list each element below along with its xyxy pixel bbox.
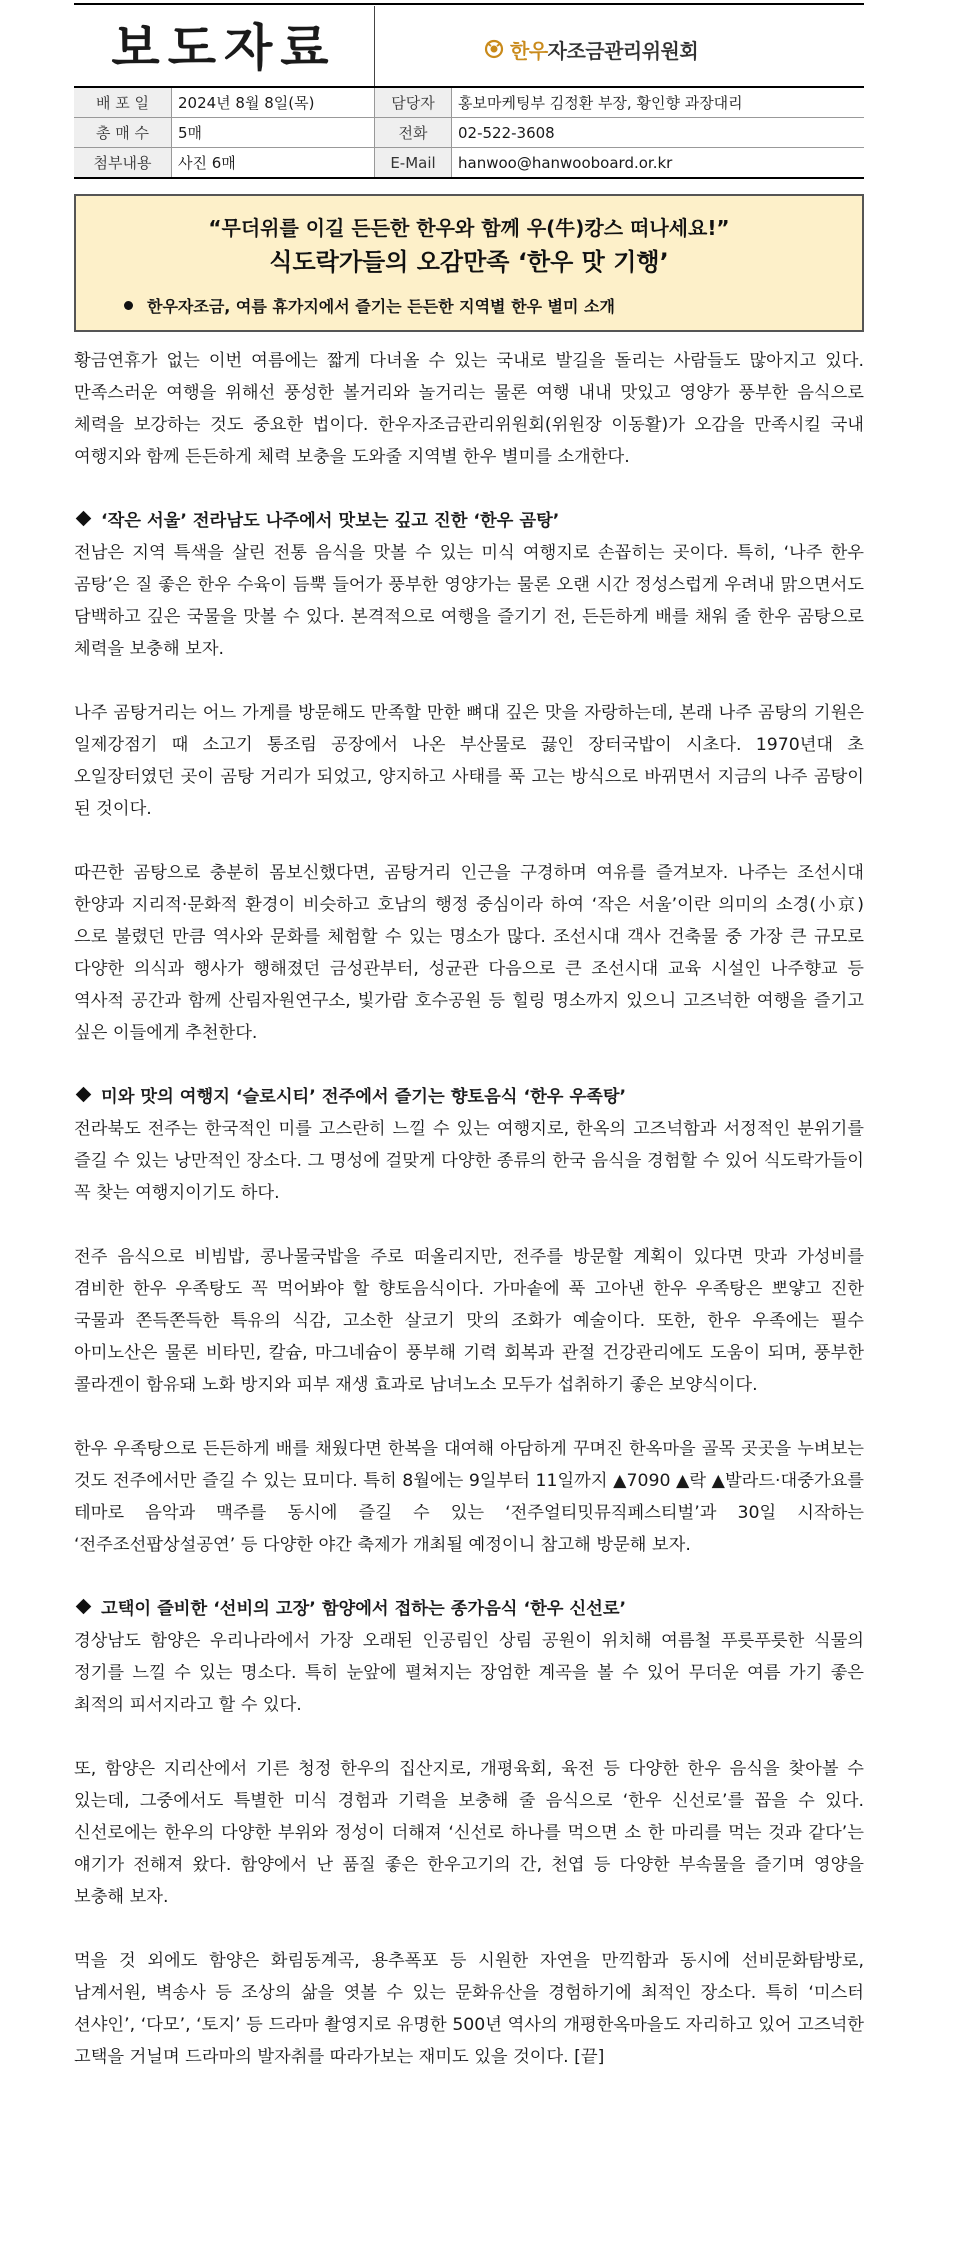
contact-label: 담당자 [375,87,452,118]
paragraph: 먹을 것 외에도 함양은 화림동계곡, 용추폭포 등 시원한 자연을 만끽함과 동시에 선비문화탐방로, 남계서원, 벽송사 등 조상의 삶을 엿볼 수 있는 문화유산을 경험하기에 최적인 장소다. 특히 ‘미스터 션샤인’, ‘다모’, ‘토지’ 등 드라마 촬영지로 유명한 500년 역사의 개평한옥마을도 자리하고 있어 고즈넉한 고택을 거닐며 드라마의 발자취를 따라가보는 재미도 있을 것이다. [끝] [74,1951,864,2067]
info-row [74,87,864,118]
attachment-value: 사진 6매 [172,148,375,179]
subheadline [124,294,615,317]
release-date-label: 배 포 일 [74,87,172,118]
section-title-hamyang [74,1593,864,1625]
diamond-bullet-icon [76,511,92,527]
headline-quote: “무더위를 이길 든든한 한우와 함께 우(牛)캉스 떠나세요!” [208,216,730,240]
info-row [74,148,864,179]
org-name-rest: 자조금관리위원회 [547,38,699,63]
paragraph: 경상남도 함양은 우리나라에서 가장 오래된 인공림인 상림 공원이 위치해 여름철 푸릇푸릇한 식물의 정기를 느낄 수 있는 명소다. 특히 눈앞에 펼쳐지는 장엄한 계곡을 볼 수 있어 무더운 여름 가기 좋은 최적의 피서지라고 할 수 있다. [74,1631,864,1715]
paragraph: 전남은 지역 특색을 살린 전통 음식을 맛볼 수 있는 미식 여행지로 손꼽히는 곳이다. 특히, ‘나주 한우 곰탕’은 질 좋은 한우 수육이 듬뿍 들어가 풍부한 영양가는 물론 오랜 시간 정성스럽게 우려내 맑으면서도 담백하고 깊은 국물을 맛볼 수 있다. 본격적으로 여행을 즐기기 전, 든든하게 배를 채워 줄 한우 곰탕으로 체력을 보충해 보자. [74,543,864,659]
attachment-label: 첨부내용 [74,148,172,179]
page-count-label: 총 매 수 [74,118,172,148]
org-logo [484,34,698,64]
org-name-prefix: 한우 [510,38,548,63]
release-date-value: 2024년 8월 8일(목) [172,87,375,118]
info-row [74,118,864,148]
section-title-text: ‘작은 서울’ 전라남도 나주에서 맛보는 깊고 진한 ‘한우 곰탕’ [101,511,560,531]
paragraph: 또, 함양은 지리산에서 기른 청정 한우의 집산지로, 개평육회, 육전 등 다양한 한우 음식을 찾아볼 수 있는데, 그중에서도 특별한 미식 경험과 기력을 보충해 줄 음식으로 ‘한우 신선로’를 꼽을 수 있다. 신선로에는 한우의 다양한 부위와 정성이 더해져 ‘신선로 하나를 먹으면 소 한 마리를 먹는 것과 같다’는 얘기가 전해져 왔다. 함양에서 난 품질 좋은 한우고기의 간, 천엽 등 다양한 부속물을 즐기며 영양을 보충해 보자. [74,1759,864,1907]
email-label: E-Mail [375,148,452,179]
section-title-jeonju [74,1081,864,1113]
section-title-text: 고택이 즐비한 ‘선비의 고장’ 함양에서 접하는 종가음식 ‘한우 신선로’ [101,1599,627,1619]
phone-value: 02-522-3608 [452,118,865,148]
document-header [74,6,864,86]
paragraph: 전라북도 전주는 한국적인 미를 고스란히 느낄 수 있는 여행지로, 한옥의 고즈넉함과 서정적인 분위기를 즐길 수 있는 낭만적인 장소다. 그 명성에 걸맞게 다양한 종류의 한국 음식을 경험할 수 있어 식도락가들이 꼭 찾는 여행지이기도 하다. [74,1119,864,1203]
phone-label: 전화 [375,118,452,148]
section-title-text: 미와 맛의 여행지 ‘슬로시티’ 전주에서 즐기는 향토음식 ‘한우 우족탕’ [101,1087,627,1107]
bullet-icon [124,301,133,310]
section-title-naju [74,505,864,537]
hanwoo-logo-icon [484,39,504,59]
email-value[interactable]: hanwoo@hanwooboard.or.kr [458,153,673,172]
top-rule [74,3,864,5]
paragraph: 따끈한 곰탕으로 충분히 몸보신했다면, 곰탕거리 인근을 구경하며 여유를 즐겨보자. 나주는 조선시대 한양과 지리적·문화적 환경이 비슷하고 호남의 행정 중심이라 하여 ‘작은 서울’이란 의미의 소경(小京)으로 불렸던 만큼 역사와 문화를 체험할 수 있는 명소가 많다. 조선시대 객사 건축물 중 가장 큰 규모로 다양한 의식과 행사가 행해졌던 금성관부터, 성균관 다음으로 큰 조선시대 교육 시설인 나주향교 등 역사적 공간과 함께 산림자원연구소, 빛가람 호수공원 등 힐링 명소까지 있으니 고즈넉한 여행을 즐기고 싶은 이들에게 추천한다. [74,863,864,1043]
paragraph: 전주 음식으로 비빔밥, 콩나물국밥을 주로 떠올리지만, 전주를 방문할 계획이 있다면 맛과 가성비를 겸비한 한우 우족탕도 꼭 먹어봐야 할 향토음식이다. 가마솥에 푹 고아낸 한우 우족탕은 뽀얗고 진한 국물과 쫀득쫀득한 특유의 식감, 고소한 살코기 맛의 조화가 예술이다. 또한, 한우 우족에는 필수 아미노산은 물론 비타민, 칼슘, 마그네슘이 풍부해 기력 회복과 관절 건강관리에도 도움이 되며, 풍부한 콜라겐이 함유돼 노화 방지와 피부 재생 효과로 남녀노소 모두가 섭취하기 좋은 보양식이다. [74,1247,864,1395]
release-info-table [74,86,864,179]
subheadline-text: 한우자조금, 여름 휴가지에서 즐기는 든든한 지역별 한우 별미 소개 [147,297,615,316]
headline-box [74,194,864,332]
diamond-bullet-icon [76,1599,92,1615]
paragraph: 한우 우족탕으로 든든하게 배를 채웠다면 한복을 대여해 아담하게 꾸며진 한옥마을 골목 곳곳을 누벼보는 것도 전주에서만 즐길 수 있는 묘미다. 특히 8월에는 9일부터 11일까지 ▲7090 ▲락 ▲발라드·대중가요를 테마로 음악과 맥주를 동시에 즐길 수 있는 ‘전주얼티밋뮤직페스티벌’과 30일 시작하는 ‘전주조선팝상설공연’ 등 다양한 야간 축제가 개최될 예정이니 참고해 방문해 보자. [74,1439,864,1555]
page-count-value: 5매 [172,118,375,148]
header-divider [374,6,375,86]
headline-main: 식도락가들의 오감만족 ‘한우 맛 기행’ [269,248,669,276]
intro-paragraph: 황금연휴가 없는 이번 여름에는 짧게 다녀올 수 있는 국내로 발길을 돌리는 사람들도 많아지고 있다. 만족스러운 여행을 위해선 풍성한 볼거리와 놀거리는 물론 여행 내내 맛있고 영양가 풍부한 음식으로 체력을 보강하는 것도 중요한 법이다. 한우자조금관리위원회(위원장 이동활)가 오감을 만족시킬 국내 여행지와 함께 든든하게 체력 보충을 도와줄 지역별 한우 별미를 소개한다. [74,351,864,467]
article-body [74,345,864,2105]
contact-value: 홍보마케팅부 김정환 부장, 황인향 과장대리 [452,87,865,118]
paragraph: 나주 곰탕거리는 어느 가게를 방문해도 만족할 만한 뼈대 깊은 맛을 자랑하는데, 본래 나주 곰탕의 기원은 일제강점기 때 소고기 통조림 공장에서 나온 부산물로 끓인 장터국밥이 시초다. 1970년대 초 오일장터였던 곳이 곰탕 거리가 되었고, 양지하고 사태를 푹 고는 방식으로 바뀌면서 지금의 나주 곰탕이 된 것이다. [74,703,864,819]
org-name [510,35,698,64]
document-title: 보도자료 [111,19,337,77]
diamond-bullet-icon [76,1087,92,1103]
